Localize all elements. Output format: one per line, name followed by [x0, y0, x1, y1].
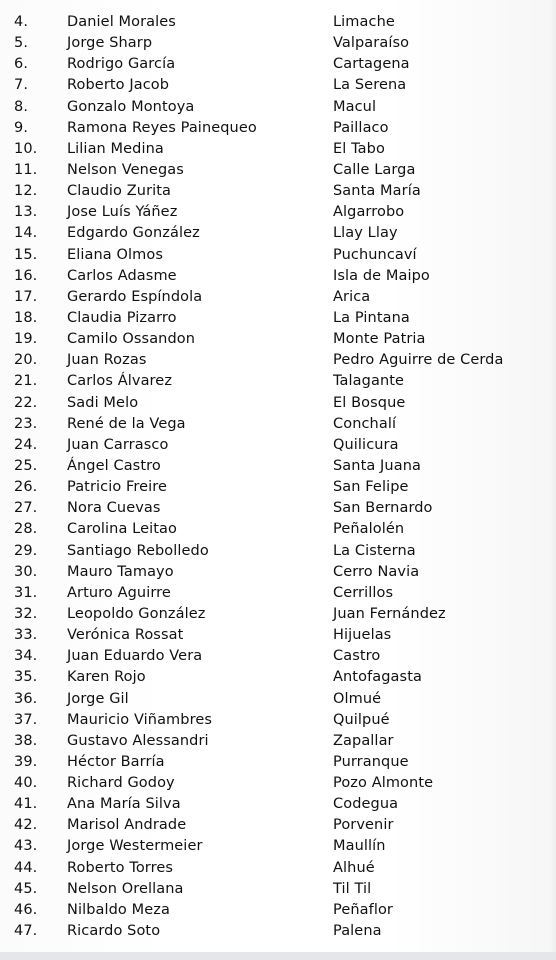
- person-name: Jorge Sharp: [67, 35, 153, 52]
- commune-name: Maullín: [333, 838, 386, 855]
- commune-name: Quilicura: [333, 436, 399, 453]
- item-number: 32.: [14, 605, 38, 622]
- person-name: Claudio Zurita: [67, 183, 172, 200]
- person-name: Gustavo Alessandri: [67, 732, 209, 749]
- item-number: 44.: [14, 859, 38, 876]
- commune-name: La Serena: [333, 77, 407, 94]
- commune-name: Conchalí: [333, 415, 397, 432]
- person-name: Rodrigo García: [67, 56, 176, 73]
- list-item: [0, 710, 556, 731]
- list-item: [0, 329, 556, 350]
- item-number: 11.: [14, 161, 38, 178]
- list-item: [0, 12, 556, 33]
- commune-name: Alhué: [333, 859, 375, 876]
- commune-name: San Bernardo: [333, 500, 433, 517]
- person-name: Ana María Silva: [67, 796, 181, 813]
- commune-name: Zapallar: [333, 732, 394, 749]
- list-item: [0, 773, 556, 794]
- person-name: Roberto Torres: [67, 859, 174, 876]
- list-item: [0, 223, 556, 244]
- list-item: [0, 414, 556, 435]
- commune-name: Palena: [333, 923, 382, 940]
- person-name: Verónica Rossat: [67, 627, 184, 644]
- item-number: 43.: [14, 838, 38, 855]
- commune-name: El Bosque: [333, 394, 406, 411]
- list-item: [0, 435, 556, 456]
- item-number: 8.: [14, 98, 29, 115]
- person-name: Daniel Morales: [67, 14, 176, 30]
- commune-name: Valparaíso: [333, 35, 410, 52]
- person-name: Jose Luís Yáñez: [67, 204, 178, 221]
- commune-name: Arica: [333, 288, 371, 305]
- person-name: Marisol Andrade: [67, 817, 187, 834]
- commune-name: Talagante: [333, 373, 405, 390]
- item-number: 18.: [14, 309, 38, 326]
- commune-name: San Felipe: [333, 479, 409, 496]
- commune-name: Paillaco: [333, 119, 389, 136]
- commune-name: La Cisterna: [333, 542, 416, 559]
- person-name: Richard Godoy: [67, 775, 175, 792]
- person-name: Jorge Gil: [67, 690, 129, 707]
- item-number: 14.: [14, 225, 38, 242]
- item-number: 46.: [14, 901, 38, 918]
- mayor-list: [0, 12, 556, 942]
- list-item: [0, 287, 556, 308]
- item-number: 45.: [14, 880, 38, 897]
- list-item: [0, 794, 556, 815]
- commune-name: Antofagasta: [333, 669, 422, 686]
- person-name: Carolina Leitao: [67, 521, 177, 538]
- commune-name: Hijuelas: [333, 627, 392, 644]
- item-number: 33.: [14, 627, 38, 644]
- list-item: [0, 160, 556, 181]
- commune-name: Purranque: [333, 753, 409, 770]
- item-number: 7.: [14, 77, 29, 94]
- person-name: Lilian Medina: [67, 140, 164, 157]
- commune-name: Puchuncaví: [333, 246, 417, 263]
- list-item: [0, 921, 556, 942]
- person-name: Gonzalo Montoya: [67, 98, 195, 115]
- commune-name: Quilpué: [333, 711, 390, 728]
- item-number: 41.: [14, 796, 38, 813]
- item-number: 30.: [14, 563, 38, 580]
- person-name: Sadi Melo: [67, 394, 139, 411]
- person-name: Santiago Rebolledo: [67, 542, 209, 559]
- item-number: 10.: [14, 140, 38, 157]
- commune-name: Juan Fernández: [333, 605, 446, 622]
- list-item: [0, 604, 556, 625]
- commune-name: Peñaflor: [333, 901, 393, 918]
- commune-name: Monte Patria: [333, 331, 426, 348]
- list-item: [0, 75, 556, 96]
- commune-name: Pedro Aguirre de Cerda: [333, 352, 504, 369]
- list-item: [0, 541, 556, 562]
- person-name: Héctor Barría: [67, 753, 165, 770]
- list-item: [0, 118, 556, 139]
- item-number: 31.: [14, 584, 38, 601]
- list-item: [0, 879, 556, 900]
- person-name: Nora Cuevas: [67, 500, 161, 517]
- commune-name: La Pintana: [333, 309, 410, 326]
- list-item: [0, 97, 556, 118]
- list-item: [0, 393, 556, 414]
- person-name: Nelson Venegas: [67, 161, 184, 178]
- list-item: [0, 731, 556, 752]
- item-number: 29.: [14, 542, 38, 559]
- commune-name: Cerrillos: [333, 584, 394, 601]
- commune-name: Santa Juana: [333, 457, 421, 474]
- commune-name: Llay Llay: [333, 225, 398, 242]
- person-name: Mauro Tamayo: [67, 563, 174, 580]
- list-item: [0, 371, 556, 392]
- item-number: 13.: [14, 204, 38, 221]
- list-item: [0, 858, 556, 879]
- page-edge-shadow: [550, 0, 556, 952]
- list-item: [0, 689, 556, 710]
- list-item: [0, 456, 556, 477]
- person-name: Eliana Olmos: [67, 246, 163, 263]
- item-number: 19.: [14, 331, 38, 348]
- commune-name: Macul: [333, 98, 377, 115]
- item-number: 17.: [14, 288, 38, 305]
- commune-name: Santa María: [333, 183, 421, 200]
- item-number: 25.: [14, 457, 38, 474]
- person-name: Arturo Aguirre: [67, 584, 171, 601]
- item-number: 21.: [14, 373, 38, 390]
- commune-name: Algarrobo: [333, 204, 405, 221]
- commune-name: Cerro Navia: [333, 563, 420, 580]
- person-name: Mauricio Viñambres: [67, 711, 213, 728]
- item-number: 20.: [14, 352, 38, 369]
- commune-name: Peñalolén: [333, 521, 405, 538]
- person-name: Carlos Álvarez: [67, 373, 173, 390]
- person-name: Patricio Freire: [67, 479, 168, 496]
- item-number: 12.: [14, 183, 38, 200]
- list-item: [0, 498, 556, 519]
- person-name: Leopoldo González: [67, 605, 206, 622]
- list-item: [0, 562, 556, 583]
- list-item: [0, 202, 556, 223]
- list-item: [0, 477, 556, 498]
- item-number: 39.: [14, 753, 38, 770]
- person-name: Juan Eduardo Vera: [67, 648, 203, 665]
- item-number: 34.: [14, 648, 38, 665]
- item-number: 23.: [14, 415, 38, 432]
- person-name: Jorge Westermeier: [67, 838, 203, 855]
- list-item: [0, 836, 556, 857]
- person-name: Claudia Pizarro: [67, 309, 177, 326]
- bottom-bar: [0, 952, 556, 960]
- person-name: Edgardo González: [67, 225, 200, 242]
- item-number: 9.: [14, 119, 29, 136]
- list-item: [0, 54, 556, 75]
- commune-name: Olmué: [333, 690, 382, 707]
- item-number: 42.: [14, 817, 38, 834]
- commune-name: Calle Larga: [333, 161, 416, 178]
- item-number: 26.: [14, 479, 38, 496]
- list-item: [0, 583, 556, 604]
- list-item: [0, 245, 556, 266]
- item-number: 4.: [14, 14, 29, 30]
- item-number: 6.: [14, 56, 29, 73]
- item-number: 36.: [14, 690, 38, 707]
- list-item: [0, 139, 556, 160]
- person-name: Roberto Jacob: [67, 77, 170, 94]
- person-name: Ramona Reyes Painequeo: [67, 119, 257, 136]
- person-name: René de la Vega: [67, 415, 186, 432]
- item-number: 40.: [14, 775, 38, 792]
- commune-name: Limache: [333, 14, 395, 30]
- commune-name: El Tabo: [333, 140, 385, 157]
- commune-name: Isla de Maipo: [333, 267, 430, 284]
- list-item: [0, 266, 556, 287]
- person-name: Ricardo Soto: [67, 923, 161, 940]
- list-item: [0, 350, 556, 371]
- person-name: Gerardo Espíndola: [67, 288, 203, 305]
- commune-name: Pozo Almonte: [333, 775, 434, 792]
- person-name: Ángel Castro: [67, 457, 161, 474]
- item-number: 24.: [14, 436, 38, 453]
- item-number: 27.: [14, 500, 38, 517]
- commune-name: Cartagena: [333, 56, 410, 73]
- commune-name: Porvenir: [333, 817, 394, 834]
- person-name: Juan Carrasco: [67, 436, 169, 453]
- list-item: [0, 646, 556, 667]
- item-number: 37.: [14, 711, 38, 728]
- list-item: [0, 181, 556, 202]
- item-number: 28.: [14, 521, 38, 538]
- person-name: Juan Rozas: [67, 352, 147, 369]
- person-name: Nelson Orellana: [67, 880, 184, 897]
- commune-name: Codegua: [333, 796, 399, 813]
- item-number: 15.: [14, 246, 38, 263]
- list-item: [0, 900, 556, 921]
- list-item: [0, 625, 556, 646]
- commune-name: Castro: [333, 648, 381, 665]
- item-number: 22.: [14, 394, 38, 411]
- item-number: 16.: [14, 267, 38, 284]
- item-number: 38.: [14, 732, 38, 749]
- person-name: Nilbaldo Meza: [67, 901, 170, 918]
- person-name: Carlos Adasme: [67, 267, 177, 284]
- list-item: [0, 519, 556, 540]
- item-number: 5.: [14, 35, 29, 52]
- list-item: [0, 308, 556, 329]
- list-item: [0, 33, 556, 54]
- item-number: 35.: [14, 669, 38, 686]
- person-name: Camilo Ossandon: [67, 331, 196, 348]
- list-item: [0, 667, 556, 688]
- commune-name: Til Til: [333, 880, 372, 897]
- list-item: [0, 815, 556, 836]
- person-name: Karen Rojo: [67, 669, 146, 686]
- item-number: 47.: [14, 923, 38, 940]
- list-item: [0, 752, 556, 773]
